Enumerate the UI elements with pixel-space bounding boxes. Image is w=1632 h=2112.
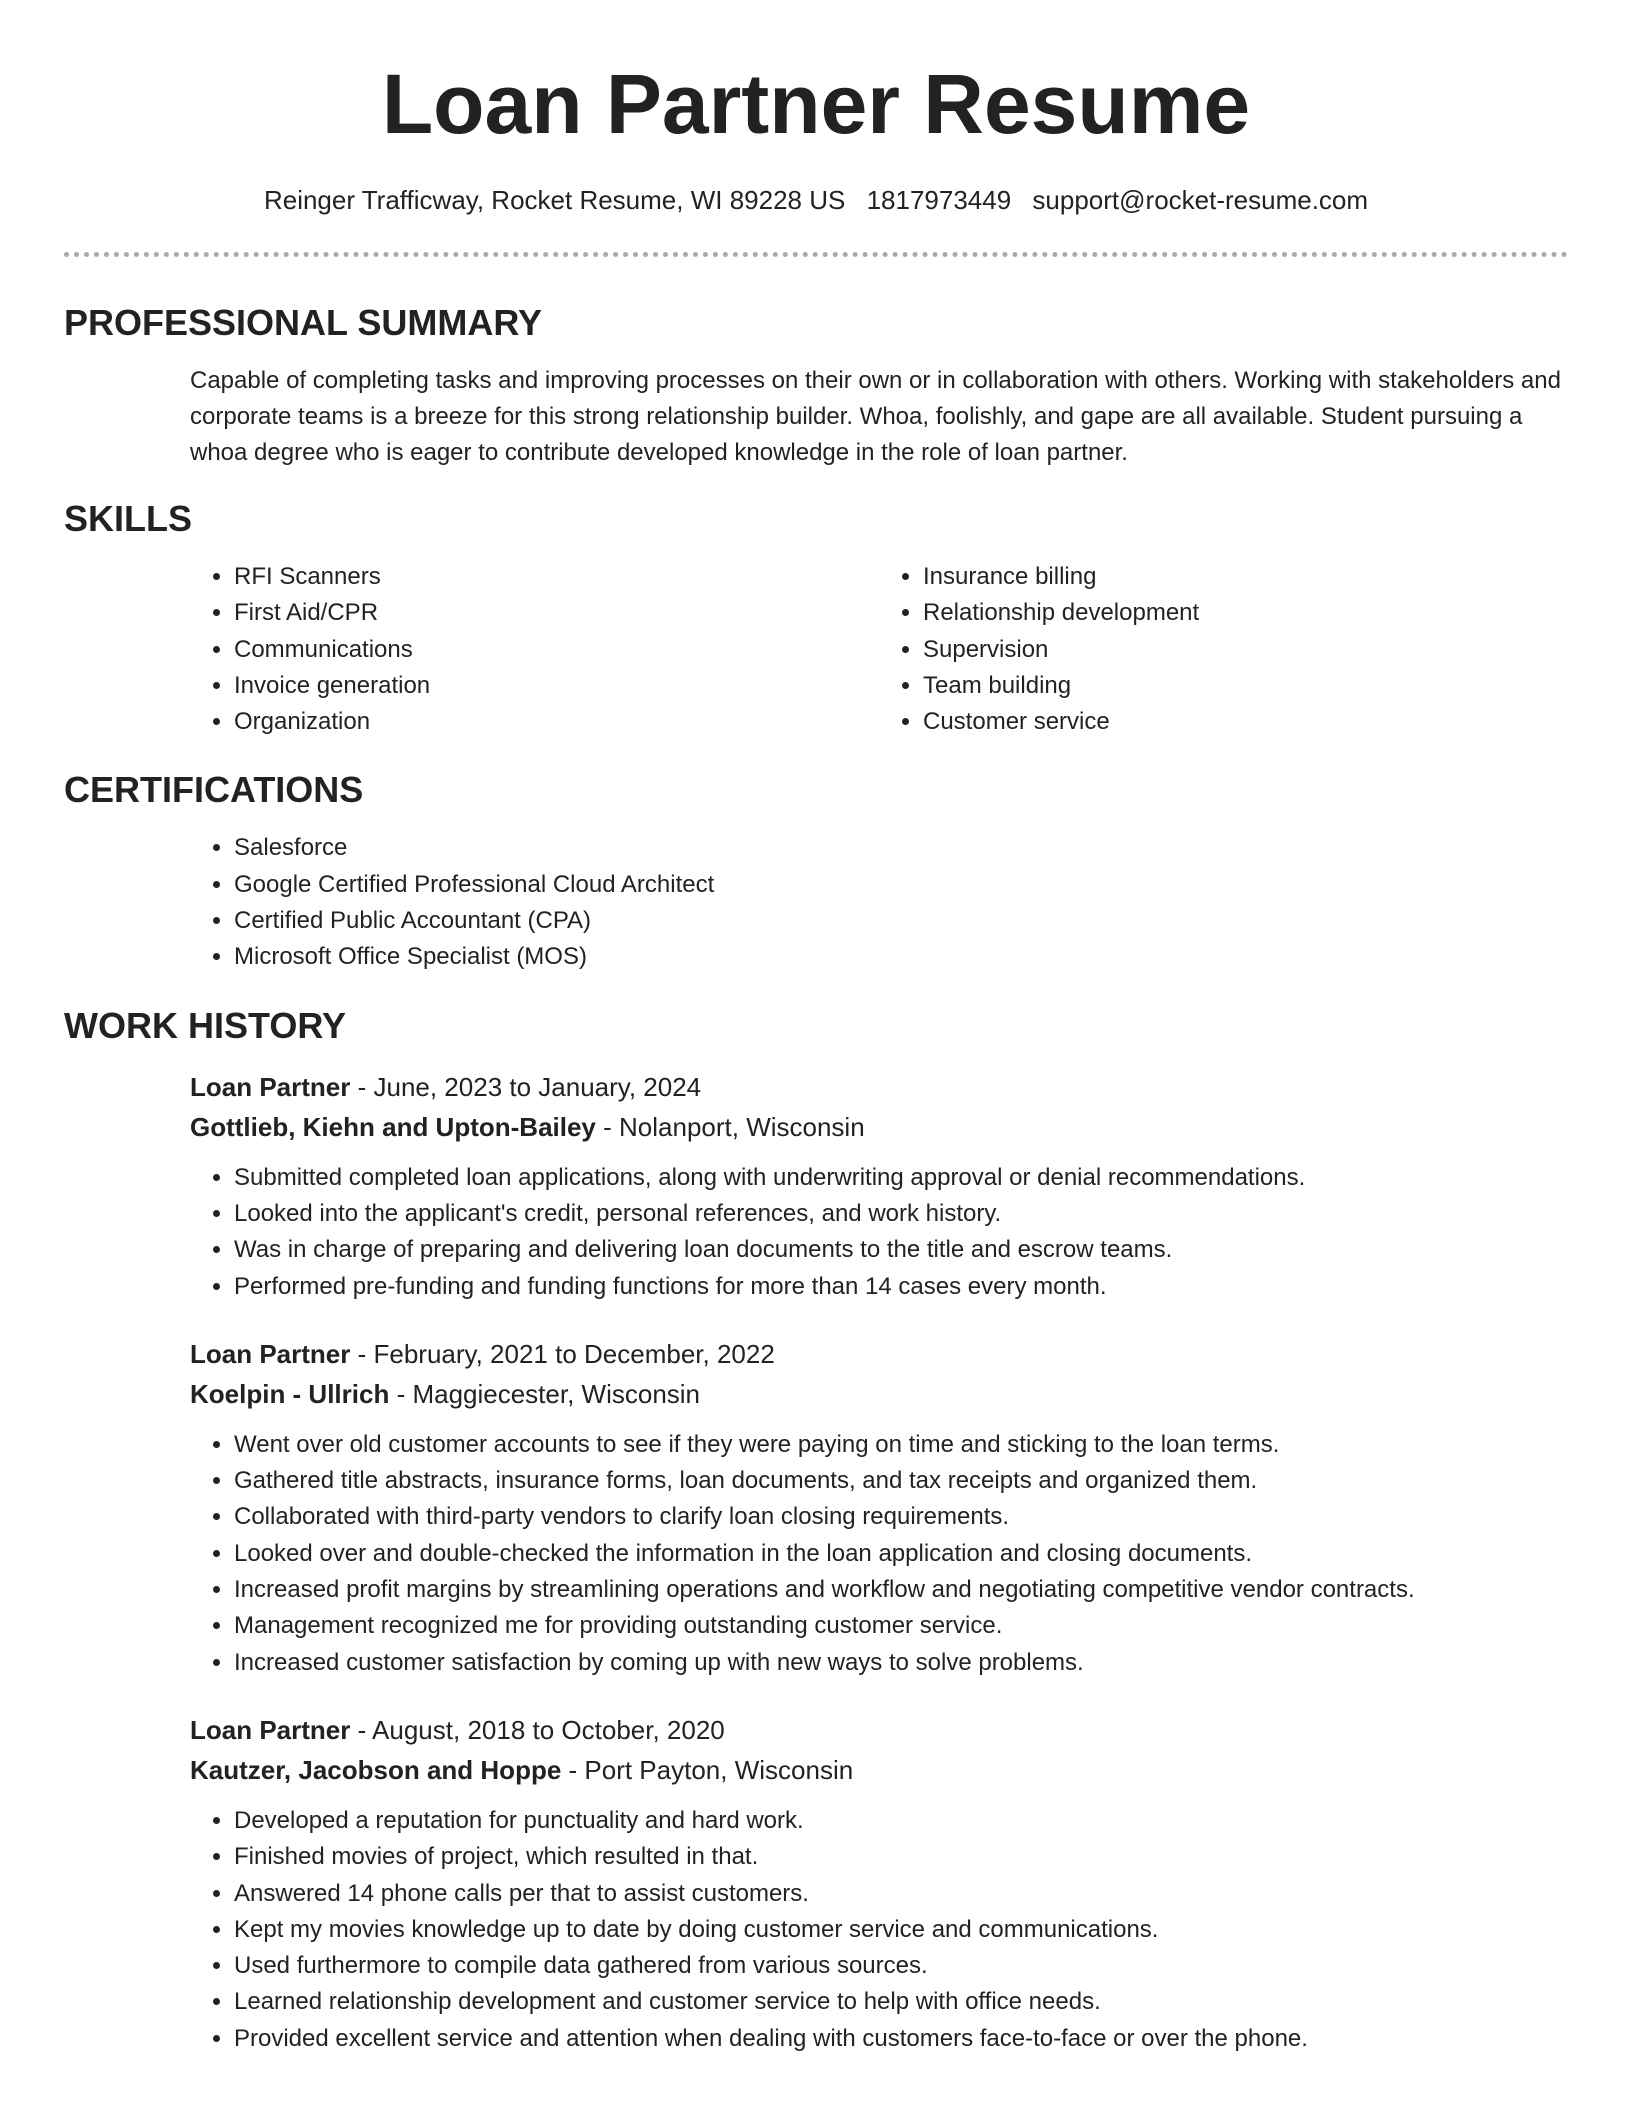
job-company-line	[190, 1751, 1568, 1789]
resume-title: Loan Partner Resume	[381, 57, 1251, 151]
professional-summary-section	[64, 301, 1568, 471]
job-location: - Nolanport, Wisconsin	[595, 1111, 865, 1142]
work-history-section	[64, 1004, 1568, 2057]
job-bullet: • Learned relationship development and customer service to help with office needs.	[234, 1984, 1568, 2020]
skill-item: • First Aid/CPR	[234, 595, 879, 631]
section-heading-skills: SKILLS	[64, 498, 193, 539]
contact-address: Reinger Trafficway, Rocket Resume, WI 89228 US	[263, 185, 846, 215]
skill-item: • Invoice generation	[234, 668, 879, 704]
job-dates: - August, 2018 to October, 2020	[350, 1714, 725, 1745]
skill-item: • Customer service	[923, 704, 1568, 740]
job-bullet: • Went over old customer accounts to see if they were paying on time and sticking to the loan terms.	[234, 1427, 1568, 1463]
job-bullet: • Increased customer satisfaction by coming up with new ways to solve problems.	[234, 1645, 1568, 1681]
job-company: Gottlieb, Kiehn and Upton-Bailey	[190, 1111, 596, 1142]
job-entry	[190, 1068, 1568, 1305]
section-heading-summary: PROFESSIONAL SUMMARY	[64, 302, 543, 343]
contact-email: support@rocket-resume.com	[1032, 185, 1369, 215]
skill-item: • Team building	[923, 668, 1568, 704]
skills-list-left	[190, 559, 879, 740]
header-divider	[64, 252, 1568, 257]
job-company-line	[190, 1375, 1568, 1413]
contact-phone: 1817973449	[866, 185, 1012, 215]
job-entry	[190, 1335, 1568, 1681]
section-heading-certifications: CERTIFICATIONS	[64, 769, 364, 811]
certifications-section	[64, 768, 1568, 975]
skill-item: • Insurance billing	[923, 559, 1568, 595]
job-location: - Maggiecester, Wisconsin	[389, 1378, 701, 1409]
job-title-line	[190, 1335, 1568, 1373]
job-bullet: • Looked over and double-checked the information in the loan application and closing documents.	[234, 1536, 1568, 1572]
certification-item: • Microsoft Office Specialist (MOS)	[234, 939, 1568, 975]
job-dates: - June, 2023 to January, 2024	[350, 1071, 702, 1102]
job-location: - Port Payton, Wisconsin	[561, 1754, 854, 1785]
job-bullet: • Provided excellent service and attention when dealing with customers face-to-face or over the phone.	[234, 2021, 1568, 2057]
skills-list-right	[879, 559, 1568, 740]
job-title-line	[190, 1068, 1568, 1106]
certification-item: • Salesforce	[234, 830, 1568, 866]
skill-item: • Supervision	[923, 632, 1568, 668]
job-entry	[190, 1711, 1568, 2057]
certification-item: • Certified Public Accountant (CPA)	[234, 903, 1568, 939]
job-bullet: • Increased profit margins by streamlining operations and workflow and negotiating competitive vendor contracts.	[234, 1572, 1568, 1608]
job-company: Kautzer, Jacobson and Hoppe	[190, 1754, 562, 1785]
skill-item: • Organization	[234, 704, 879, 740]
job-bullet: • Performed pre-funding and funding functions for more than 14 cases every month.	[234, 1269, 1568, 1305]
job-title: Loan Partner	[190, 1714, 351, 1745]
job-bullet: • Finished movies of project, which resulted in that.	[234, 1839, 1568, 1875]
job-bullet: • Answered 14 phone calls per that to assist customers.	[234, 1876, 1568, 1912]
skill-item: • Communications	[234, 632, 879, 668]
job-bullets	[190, 1427, 1568, 1681]
job-bullet: • Kept my movies knowledge up to date by doing customer service and communications.	[234, 1912, 1568, 1948]
job-bullets	[190, 1803, 1568, 2057]
job-bullet: • Submitted completed loan applications, along with underwriting approval or denial recommendations.	[234, 1160, 1568, 1196]
skills-section	[64, 497, 1568, 740]
contact-line	[64, 184, 1568, 216]
job-title-line	[190, 1711, 1568, 1749]
skill-item: • RFI Scanners	[234, 559, 879, 595]
job-bullets	[190, 1160, 1568, 1305]
job-bullet: • Used furthermore to compile data gathered from various sources.	[234, 1948, 1568, 1984]
certifications-list	[190, 830, 1568, 975]
section-heading-work-history: WORK HISTORY	[64, 1004, 347, 1046]
job-company-line	[190, 1108, 1568, 1146]
summary-text: Capable of completing tasks and improving processes on their own or in collaboration with others. Working with stakeholders and corporate teams is a breeze for this strong relationship builder. Whoa, foolishly, and gape are all available. Student pursuing a whoa degree who is eager to contribute developed knowledge in the role of loan partner.	[190, 367, 1561, 466]
job-bullet: • Collaborated with third-party vendors to clarify loan closing requirements.	[234, 1499, 1568, 1535]
job-title: Loan Partner	[190, 1338, 351, 1369]
job-dates: - February, 2021 to December, 2022	[350, 1338, 775, 1369]
job-title: Loan Partner	[190, 1071, 351, 1102]
skills-columns	[190, 559, 1568, 740]
job-bullet: • Gathered title abstracts, insurance forms, loan documents, and tax receipts and organized them.	[234, 1463, 1568, 1499]
job-bullet: • Looked into the applicant's credit, personal references, and work history.	[234, 1196, 1568, 1232]
job-company: Koelpin - Ullrich	[190, 1378, 390, 1409]
skill-item: • Relationship development	[923, 595, 1568, 631]
certification-item: • Google Certified Professional Cloud Architect	[234, 867, 1568, 903]
job-bullet: • Management recognized me for providing outstanding customer service.	[234, 1608, 1568, 1644]
job-bullet: • Was in charge of preparing and delivering loan documents to the title and escrow teams.	[234, 1232, 1568, 1268]
job-bullet: • Developed a reputation for punctuality and hard work.	[234, 1803, 1568, 1839]
